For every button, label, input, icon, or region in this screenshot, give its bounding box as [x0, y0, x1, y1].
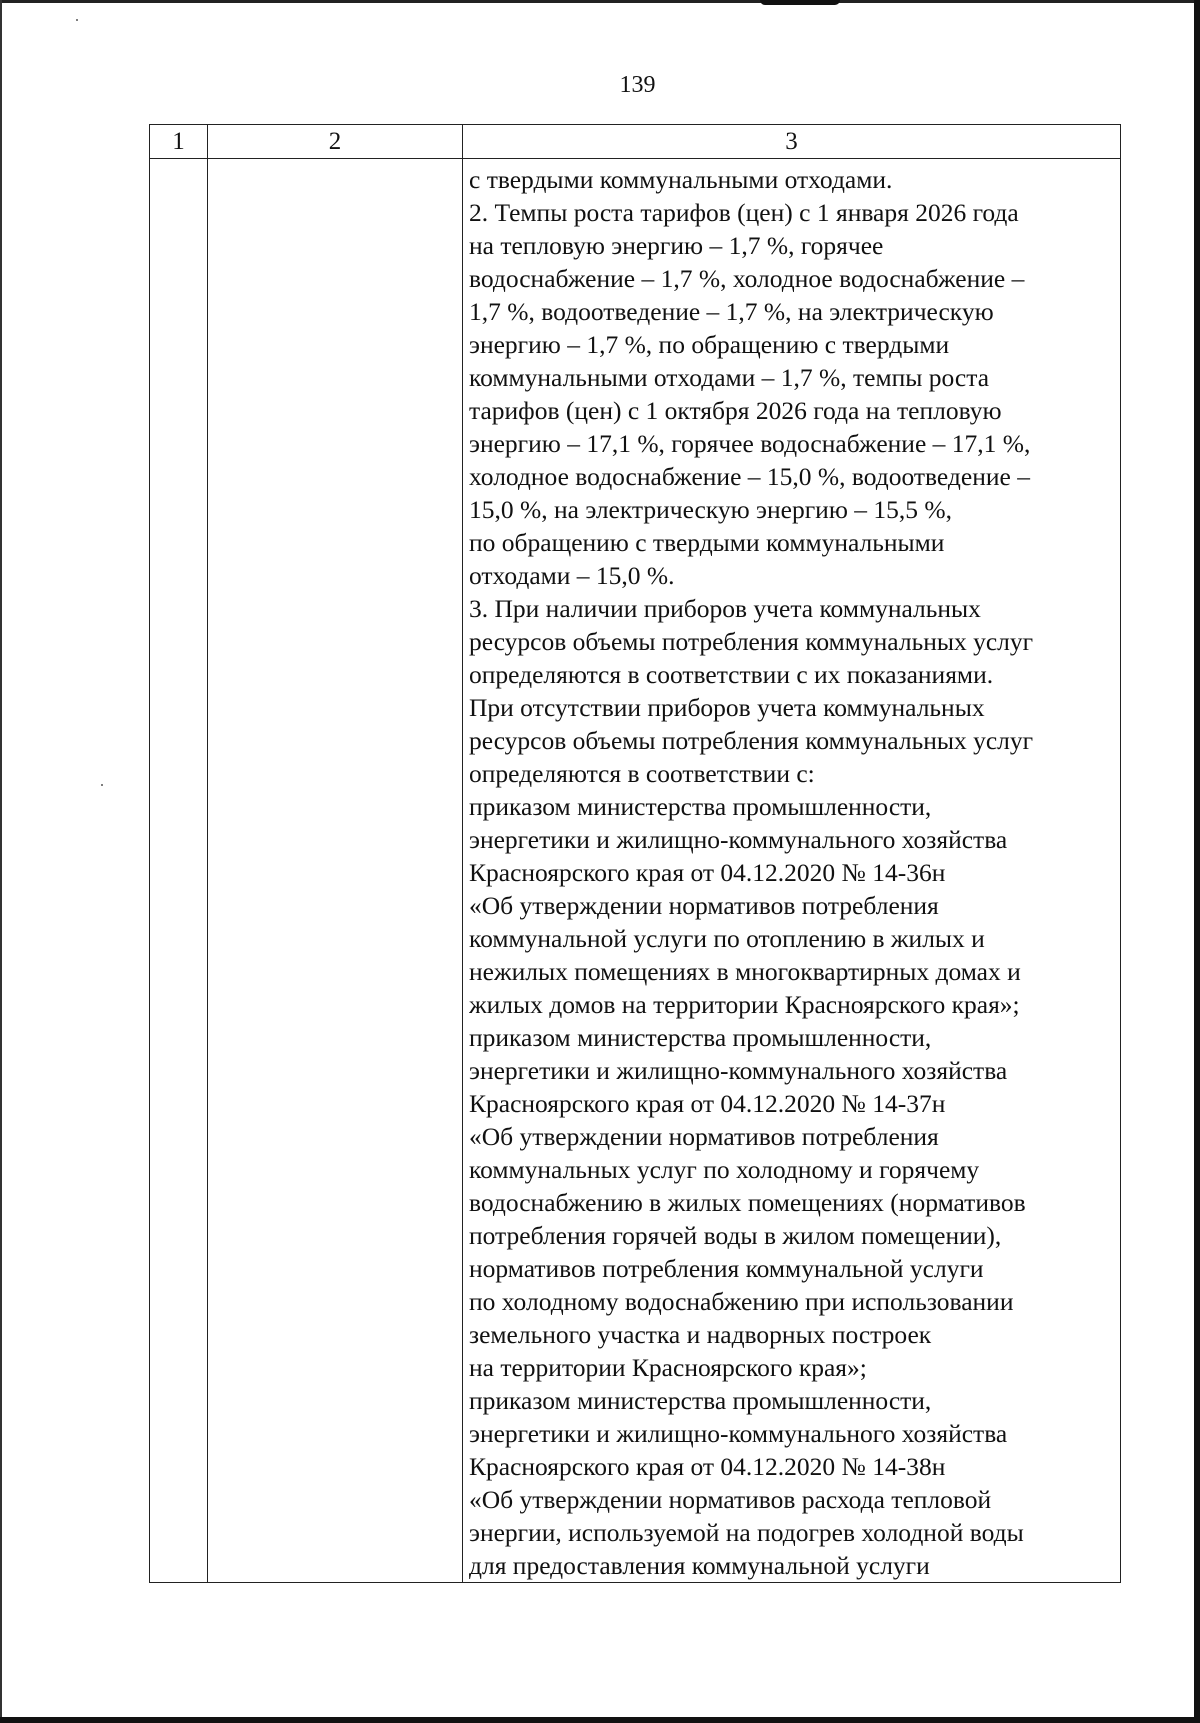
text-line: водоснабжение – 1,7 %, холодное водоснабжение – — [469, 264, 1025, 293]
text-line: по обращению с твердыми коммунальными — [469, 528, 945, 557]
document-table — [149, 124, 1121, 1583]
table-cell-col2 — [208, 159, 463, 1583]
text-line: энергетики и жилищно-коммунального хозяйства — [469, 825, 1008, 854]
text-line: на территории Красноярского края»; — [469, 1353, 867, 1382]
column3-text — [463, 159, 1120, 1582]
page-number: 139 — [619, 72, 656, 98]
text-line: энергию – 1,7 %, по обращению с твердыми — [469, 330, 950, 359]
table-cell-col1 — [150, 159, 208, 1583]
text-line: Красноярского края от 04.12.2020 № 14-38н — [469, 1452, 946, 1481]
table-row — [150, 159, 1121, 1583]
text-line: приказом министерства промышленности, — [469, 1386, 932, 1415]
text-line: нормативов потребления коммунальной услуги — [469, 1254, 984, 1283]
table-cell-col3 — [463, 159, 1121, 1583]
text-line: приказом министерства промышленности, — [469, 1023, 932, 1052]
scan-border-right — [1194, 0, 1200, 1723]
scan-speck — [101, 784, 103, 786]
text-line: 15,0 %, на электрическую энергию – 15,5 %, — [469, 495, 952, 524]
text-line: «Об утверждении нормативов потребления — [469, 1122, 939, 1151]
text-line: определяются в соответствии с их показаниями. — [469, 660, 994, 689]
text-line: При отсутствии приборов учета коммунальных — [469, 693, 985, 722]
text-line: энергии, используемой на подогрев холодной воды — [469, 1518, 1024, 1547]
text-line: потребления горячей воды в жилом помещении), — [469, 1221, 1002, 1250]
scan-border-top — [0, 0, 1200, 3]
text-line: 3. При наличии приборов учета коммунальных — [469, 594, 981, 623]
text-line: отходами – 15,0 %. — [469, 561, 675, 590]
text-line: энергетики и жилищно-коммунального хозяйства — [469, 1056, 1008, 1085]
scan-speck — [76, 19, 78, 21]
text-line: Красноярского края от 04.12.2020 № 14-36н — [469, 858, 946, 887]
text-line: «Об утверждении нормативов потребления — [469, 891, 939, 920]
column-header-1: 1 — [150, 125, 208, 159]
text-line: с твердыми коммунальными отходами. — [469, 165, 893, 194]
column-header-2: 2 — [208, 125, 463, 159]
text-line: 1,7 %, водоотведение – 1,7 %, на электрическую — [469, 297, 994, 326]
text-line: по холодному водоснабжению при использовании — [469, 1287, 1014, 1316]
text-line: 2. Темпы роста тарифов (цен) с 1 января 2026 года — [469, 198, 1019, 227]
scan-artifact — [760, 0, 840, 5]
text-line: коммунальных услуг по холодному и горячему — [469, 1155, 980, 1184]
scan-border-left — [0, 0, 2, 1723]
text-line: определяются в соответствии с: — [469, 759, 815, 788]
text-line: энергию – 17,1 %, горячее водоснабжение – 17,1 %, — [469, 429, 1031, 458]
text-line: ресурсов объемы потребления коммунальных услуг — [469, 726, 1034, 755]
text-line: ресурсов объемы потребления коммунальных услуг — [469, 627, 1034, 656]
text-line: на тепловую энергию – 1,7 %, горячее — [469, 231, 884, 260]
text-line: жилых домов на территории Красноярского края»; — [469, 990, 1020, 1019]
column-header-3: 3 — [463, 125, 1121, 159]
text-line: энергетики и жилищно-коммунального хозяйства — [469, 1419, 1008, 1448]
text-line: нежилых помещениях в многоквартирных домах и — [469, 957, 1021, 986]
text-line: коммунальной услуги по отоплению в жилых и — [469, 924, 985, 953]
text-line: земельного участка и надворных построек — [469, 1320, 932, 1349]
text-line: для предоставления коммунальной услуги — [469, 1551, 930, 1580]
text-line: водоснабжению в жилых помещениях (нормативов — [469, 1188, 1026, 1217]
text-line: Красноярского края от 04.12.2020 № 14-37н — [469, 1089, 946, 1118]
scan-border-bottom — [0, 1717, 1200, 1723]
table-header-row — [150, 125, 1121, 159]
text-line: «Об утверждении нормативов расхода тепловой — [469, 1485, 992, 1514]
text-line: коммунальными отходами – 1,7 %, темпы роста — [469, 363, 990, 392]
text-line: тарифов (цен) с 1 октября 2026 года на тепловую — [469, 396, 1002, 425]
text-line: приказом министерства промышленности, — [469, 792, 932, 821]
text-line: холодное водоснабжение – 15,0 %, водоотведение – — [469, 462, 1030, 491]
